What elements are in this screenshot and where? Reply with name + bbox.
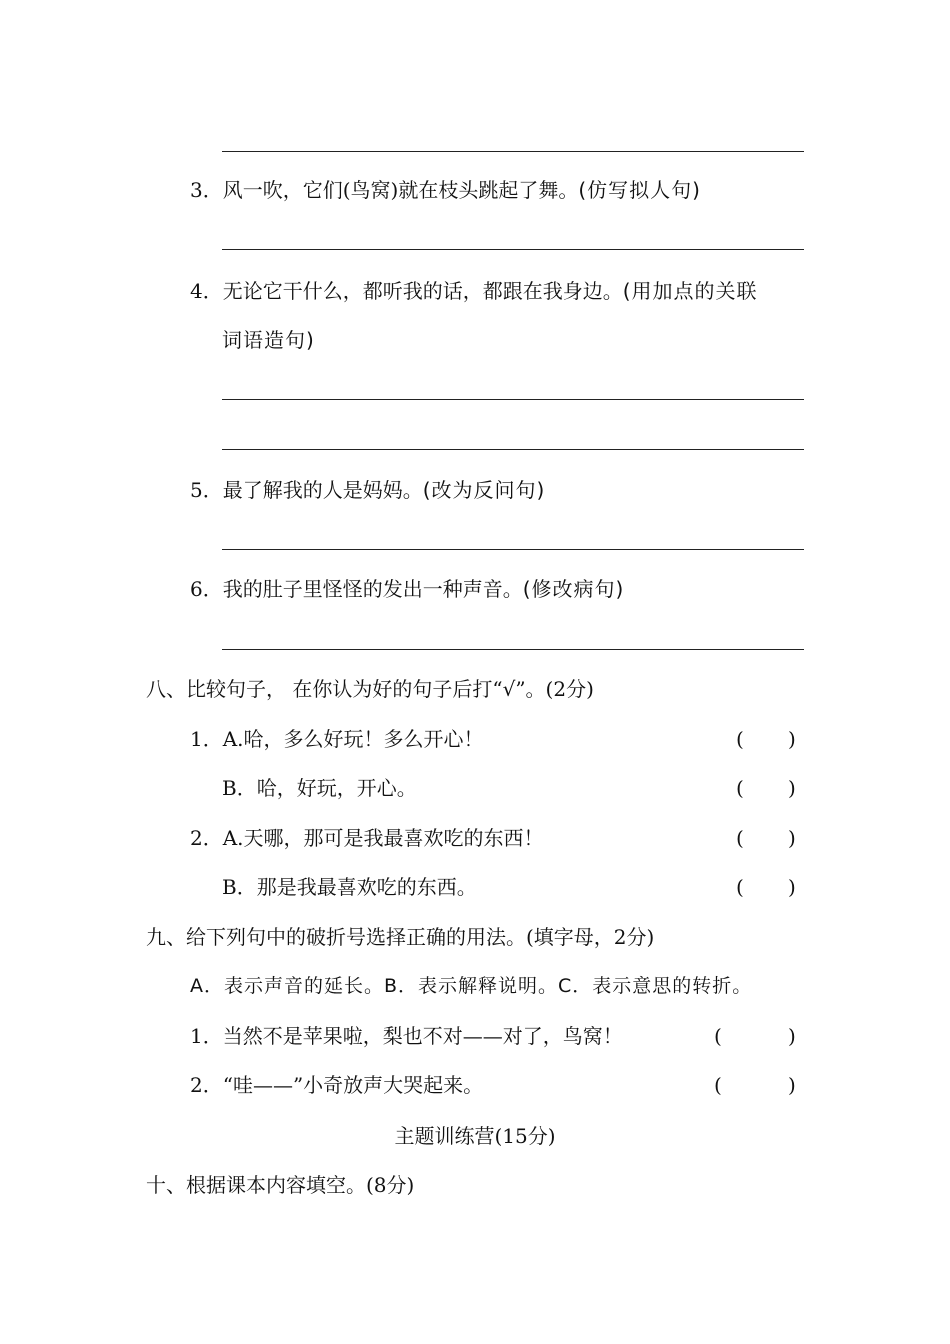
question-number: 3．	[190, 178, 223, 202]
section-9-options: A．表示声音的延长。B．表示解释说明。C．表示意思的转折。	[190, 975, 753, 997]
section-10-title: 十、根据课本内容填空。(8分)	[146, 1173, 415, 1197]
question-hint-continued: 词语造句)	[222, 328, 315, 352]
question-4	[190, 279, 758, 303]
answer-line[interactable]	[222, 399, 804, 400]
section-8-item-2b: B．那是我最喜欢吃的东西。	[222, 875, 477, 899]
section-8-item-1b: B．哈，好玩，开心。	[222, 776, 417, 800]
worksheet-page: 3．风一吹，它们(鸟窝)就在枝头跳起了舞。(仿写拟人句) 4．无论它干什么，都听我的话，都跟在我身边。(用加点的关联 词语造句) 5．最了解我的人是妈妈。(改为反问句) 6．我的肚子里怪怪的发出一种声音。(修改病句) 八、比较句子， 在你认为好的句子后打“√”。(2分) 1．A.哈，多么好玩！多么开心！ ( ) B．哈，好玩，开心。 ( ) 2．A.天哪，那可是我最喜欢吃的东西！ ( ) B．那是我最喜欢吃的东西。 ( ) 九、给下列句中的破折号选择正确的用法。(填字母，2分) A．表示声音的延长。B．表示解释说明。C．表示意思的转折。 1．当然不是苹果啦，梨也不对——对了，鸟窝！ ( ) 2．“哇——”小奇放声大哭起来。 ( ) 主题训练营(15分) 十、根据课本内容填空。(8分)	[0, 0, 950, 1344]
question-6	[190, 577, 624, 601]
question-text: 最了解我的人是妈妈。	[222, 478, 423, 502]
question-number: 4．	[190, 279, 223, 303]
answer-line[interactable]	[222, 649, 804, 650]
camp-title: 主题训练营(15分)	[394, 1124, 556, 1148]
question-hint: (修改病句)	[522, 577, 625, 601]
question-5	[190, 478, 545, 502]
question-number: 6．	[190, 577, 223, 601]
question-hint: (仿写拟人句)	[578, 178, 701, 202]
section-8-item-1a: 1．A.哈，多么好玩！多么开心！	[190, 727, 484, 751]
question-text: 我的肚子里怪怪的发出一种声音。	[222, 577, 523, 601]
section-9-question-1: 1．当然不是苹果啦，梨也不对——对了，鸟窝！	[190, 1024, 623, 1048]
question-hint: (用加点的关联	[622, 279, 758, 303]
section-8-title: 八、比较句子， 在你认为好的句子后打“√”。(2分)	[146, 677, 594, 701]
answer-line[interactable]	[222, 449, 804, 450]
answer-line[interactable]	[222, 249, 804, 250]
question-number: 5．	[190, 478, 223, 502]
question-hint: (改为反问句)	[422, 478, 546, 502]
question-text: 风一吹，它们(鸟窝)就在枝头跳起了舞。	[222, 178, 579, 202]
section-9-question-2: 2．“哇——”小奇放声大哭起来。	[190, 1073, 484, 1097]
section-8-item-2a: 2．A.天哪，那可是我最喜欢吃的东西！	[190, 826, 544, 850]
question-3	[190, 178, 701, 202]
answer-line	[222, 151, 804, 152]
section-9-title: 九、给下列句中的破折号选择正确的用法。(填字母，2分)	[146, 925, 655, 949]
question-text: 无论它干什么，都听我的话，都跟在我身边。	[222, 279, 623, 303]
answer-line[interactable]	[222, 549, 804, 550]
